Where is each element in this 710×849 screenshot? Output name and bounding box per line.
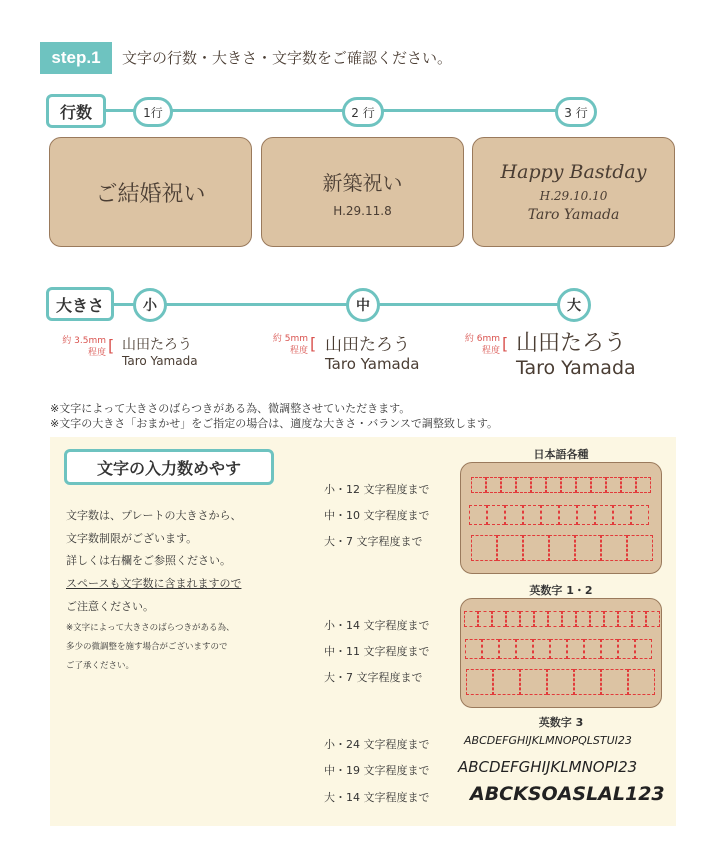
body-text: 文字数制限がございます。 — [66, 532, 198, 545]
char-slot — [471, 535, 497, 561]
plate-text: Taro Yamada — [527, 207, 620, 223]
plate-two-lines — [261, 137, 464, 247]
limit-label: 小・24 文字程度まで — [324, 738, 430, 751]
group-heading-japanese: 日本語各種 — [533, 448, 589, 461]
note-line: ※文字の大きさ「おまかせ」をご指定の場合は、適度な大きさ・バランスで調整致します。 — [50, 417, 499, 430]
size-note-medium: 約 5mm 程度 — [272, 334, 308, 356]
rows-tag: 行数 — [46, 94, 106, 128]
body-text-underlined: スペースも文字数に含まれますので — [66, 577, 242, 590]
input-guide-title: 文字の入力数めやす — [64, 449, 274, 485]
char-slot — [632, 611, 646, 627]
plate-text: ご結婚祝い — [95, 181, 206, 207]
plate-text: H.29.10.10 — [539, 189, 608, 203]
japanese-grid-plate — [460, 462, 662, 574]
rows-point-2: 2 行 — [342, 97, 384, 127]
size-note-small: 約 3.5mm 程度 — [62, 336, 106, 358]
char-slot — [516, 477, 531, 493]
char-slot — [575, 535, 601, 561]
char-slot — [546, 477, 561, 493]
char-slot — [506, 611, 520, 627]
char-slot — [548, 611, 562, 627]
body-text: ご注意ください。 — [66, 600, 154, 613]
char-slot — [516, 639, 533, 659]
body-small-note: 多少の微調整を施す場合がございますので — [66, 642, 228, 652]
alnum-grid-plate — [460, 598, 662, 708]
size-point-medium: 中 — [346, 288, 380, 322]
char-slot — [584, 639, 601, 659]
char-slot — [505, 505, 523, 525]
char-slot — [628, 669, 655, 695]
char-slot — [574, 669, 601, 695]
char-slot — [541, 505, 559, 525]
char-slot — [492, 611, 506, 627]
char-slot — [534, 611, 548, 627]
plate-text: Happy Bastday — [500, 161, 647, 183]
char-slot — [520, 611, 534, 627]
grid-row-large — [471, 535, 653, 561]
char-slot — [464, 611, 478, 627]
char-slot — [646, 611, 660, 627]
font-sample-medium: ABCDEFGHIJKLMNOPI23 — [458, 758, 638, 776]
grid-row-small — [471, 477, 651, 493]
char-slot — [501, 477, 516, 493]
plate-three-lines — [472, 137, 675, 247]
size-sample-medium: 山田たろう Taro Yamada — [325, 335, 420, 373]
limit-label: 小・12 文字程度まで — [324, 483, 430, 496]
char-slot — [601, 535, 627, 561]
char-slot — [636, 477, 651, 493]
limit-label: 大・14 文字程度まで — [324, 791, 430, 804]
size-timeline-line — [100, 303, 580, 306]
char-slot — [604, 611, 618, 627]
char-slot — [486, 477, 501, 493]
char-slot — [499, 639, 516, 659]
size-bracket-icon: [ — [310, 334, 317, 353]
char-slot — [561, 477, 576, 493]
step-badge: step.1 — [40, 42, 112, 74]
char-slot — [613, 505, 631, 525]
char-slot — [631, 505, 649, 525]
char-slot — [465, 639, 482, 659]
char-slot — [497, 535, 523, 561]
char-slot — [469, 505, 487, 525]
size-sample-small: 山田たろう Taro Yamada — [122, 337, 198, 368]
char-slot — [601, 639, 618, 659]
char-slot — [482, 639, 499, 659]
limit-label: 大・7 文字程度まで — [324, 671, 423, 684]
body-small-note: ご了承ください。 — [66, 661, 135, 671]
char-slot — [576, 611, 590, 627]
char-slot — [618, 611, 632, 627]
plate-text: H.29.11.8 — [333, 203, 392, 218]
char-slot — [531, 477, 546, 493]
limit-label: 中・11 文字程度まで — [324, 645, 430, 658]
char-slot — [562, 611, 576, 627]
char-slot — [601, 669, 628, 695]
char-slot — [523, 505, 541, 525]
char-slot — [493, 669, 520, 695]
rows-point-1: 1行 — [133, 97, 173, 127]
grid-row-medium — [469, 505, 649, 525]
size-point-small: 小 — [133, 288, 167, 322]
body-small-note: ※文字によって大きさのばらつきがある為、 — [66, 623, 235, 633]
body-text: 詳しくは右欄をご参照ください。 — [66, 554, 231, 567]
step-title: 文字の行数・大きさ・文字数をご確認ください。 — [122, 49, 453, 67]
font-sample-small: ABCDEFGHIJKLMNOPQLSTUI23 — [464, 734, 632, 747]
grid-row-medium — [465, 639, 652, 659]
char-slot — [606, 477, 621, 493]
size-bracket-icon: [ — [502, 334, 509, 353]
limit-label: 中・19 文字程度まで — [324, 764, 430, 777]
char-slot — [487, 505, 505, 525]
char-slot — [559, 505, 577, 525]
char-slot — [627, 535, 653, 561]
char-slot — [595, 505, 613, 525]
char-slot — [635, 639, 652, 659]
grid-row-large — [466, 669, 655, 695]
char-slot — [523, 535, 549, 561]
char-slot — [478, 611, 492, 627]
size-point-large: 大 — [557, 288, 591, 322]
char-slot — [621, 477, 636, 493]
limit-label: 中・10 文字程度まで — [324, 509, 430, 522]
font-sample-large: ABCKSOASLAL123 — [470, 783, 665, 805]
plate-one-line — [49, 137, 252, 247]
char-slot — [576, 477, 591, 493]
rows-point-3: 3 行 — [555, 97, 597, 127]
plate-text: 新築祝い — [322, 170, 403, 195]
group-heading-alnum-3: 英数字 3 — [538, 716, 584, 729]
char-slot — [618, 639, 635, 659]
char-slot — [466, 669, 493, 695]
char-slot — [567, 639, 584, 659]
char-slot — [520, 669, 547, 695]
char-slot — [577, 505, 595, 525]
size-sample-large: 山田たろう Taro Yamada — [516, 331, 636, 379]
size-bracket-icon: [ — [108, 336, 115, 355]
char-slot — [590, 611, 604, 627]
body-text: 文字数は、プレートの大きさから、 — [66, 509, 242, 522]
char-slot — [550, 639, 567, 659]
group-heading-alnum-12: 英数字 1・2 — [529, 584, 593, 597]
grid-row-small — [464, 611, 660, 627]
char-slot — [549, 535, 575, 561]
note-line: ※文字によって大きさのばらつきがある為、微調整させていただきます。 — [50, 402, 411, 415]
limit-label: 大・7 文字程度まで — [324, 535, 423, 548]
char-slot — [533, 639, 550, 659]
size-tag: 大きさ — [46, 287, 114, 321]
char-slot — [547, 669, 574, 695]
size-note-large: 約 6mm 程度 — [464, 334, 500, 356]
limit-label: 小・14 文字程度まで — [324, 619, 430, 632]
char-slot — [471, 477, 486, 493]
char-slot — [591, 477, 606, 493]
